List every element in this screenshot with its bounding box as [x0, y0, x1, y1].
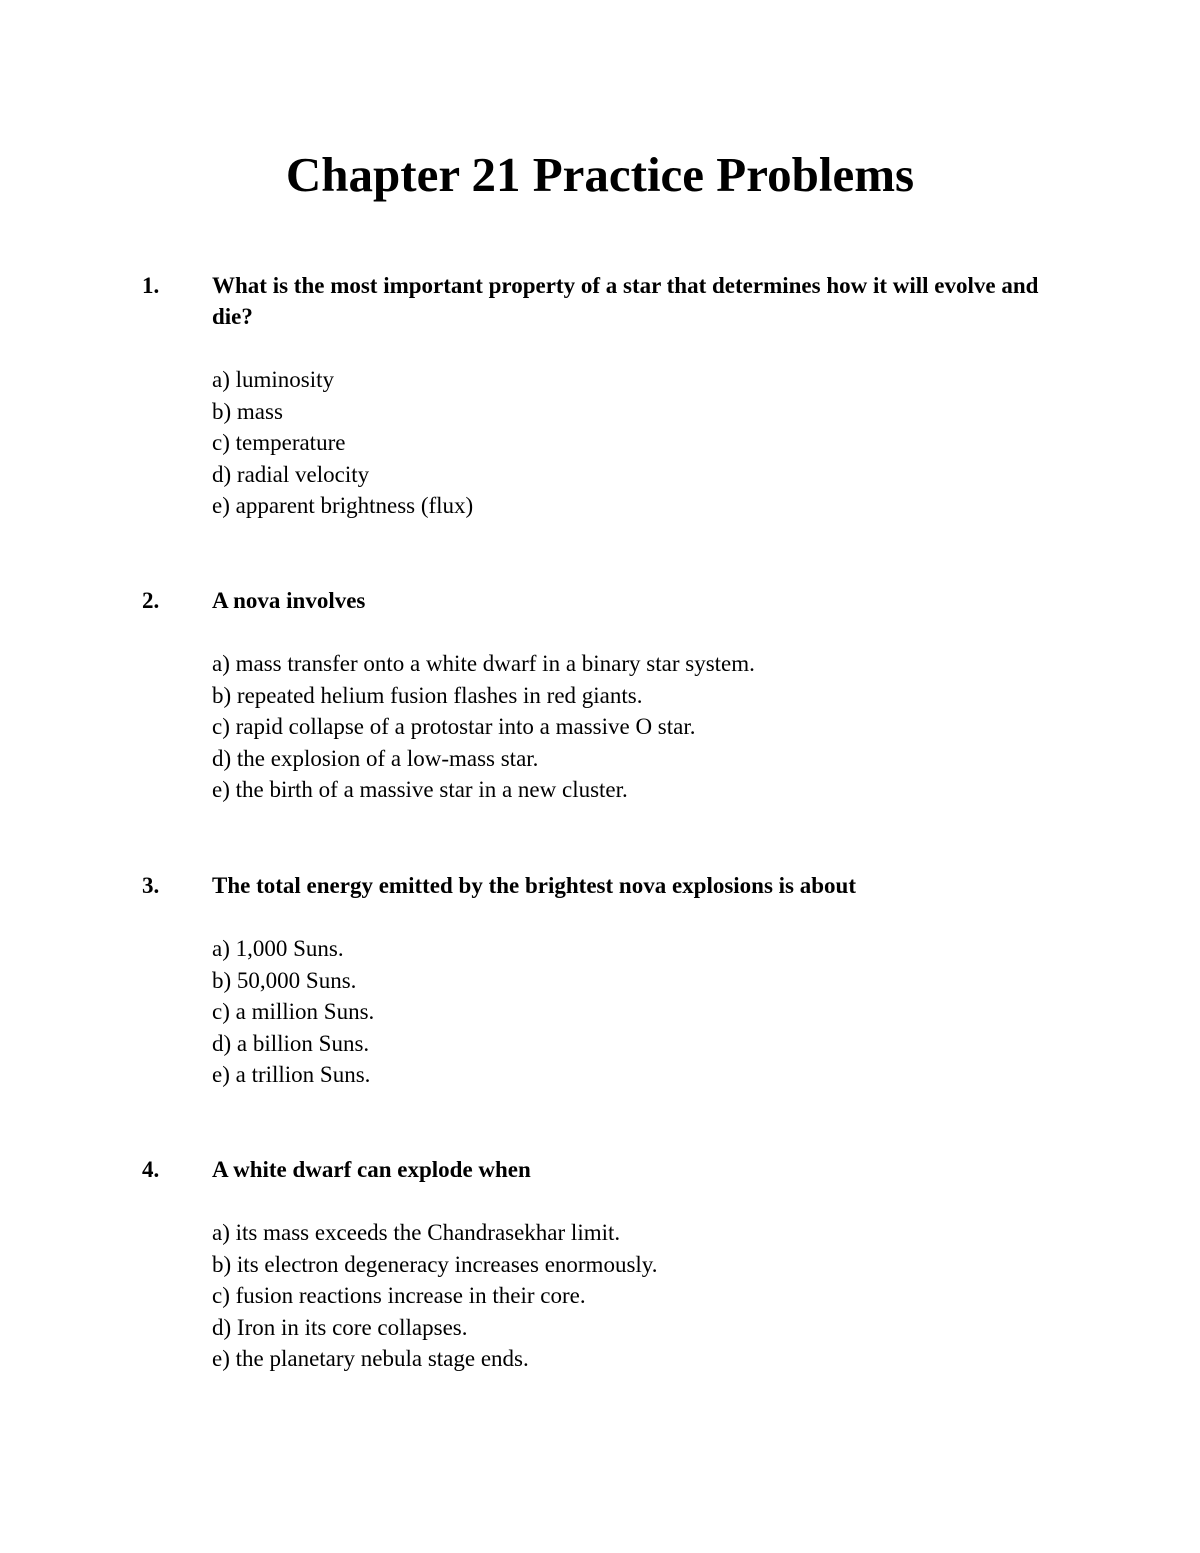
answer-option: a) its mass exceeds the Chandrasekhar limit. — [212, 1220, 621, 1245]
question-number: 2. — [142, 588, 160, 613]
answer-option: b) repeated helium fusion flashes in red giants. — [212, 682, 643, 708]
page-title: Chapter 21 Practice Problems — [285, 147, 915, 202]
answer-option: e) the planetary nebula stage ends. — [212, 1346, 529, 1372]
answer-options — [212, 933, 1112, 1091]
answer-option: c) a million Suns. — [212, 999, 375, 1025]
question-text: A nova involves — [212, 588, 366, 613]
answer-options — [212, 364, 1112, 522]
answer-options — [212, 1217, 1112, 1375]
question-number: 4. — [142, 1157, 160, 1182]
answer-options — [212, 648, 1112, 806]
answer-option: d) radial velocity — [212, 461, 370, 487]
answer-option: b) its electron degeneracy increases enormously. — [212, 1251, 658, 1277]
answer-option: e) a trillion Suns. — [212, 1062, 371, 1088]
question-text: What is the most important property of a star that determines how it will evolve and die? — [212, 273, 1039, 329]
question-number: 1. — [142, 273, 160, 298]
answer-option: e) the birth of a massive star in a new cluster. — [212, 777, 628, 803]
answer-option: c) rapid collapse of a protostar into a massive O star. — [212, 714, 696, 740]
question-text: The total energy emitted by the brightest nova explosions is about — [212, 873, 856, 898]
answer-option: d) Iron in its core collapses. — [212, 1314, 468, 1340]
answer-option: c) temperature — [212, 430, 346, 456]
answer-option: a) 1,000 Suns. — [212, 936, 344, 961]
answer-option: d) a billion Suns. — [212, 1030, 370, 1056]
question-number: 3. — [142, 873, 160, 898]
answer-option: a) luminosity — [212, 367, 335, 392]
question-text: A white dwarf can explode when — [212, 1157, 531, 1182]
answer-option: a) mass transfer onto a white dwarf in a binary star system. — [212, 651, 755, 676]
answer-option: b) 50,000 Suns. — [212, 967, 357, 993]
answer-option: d) the explosion of a low-mass star. — [212, 745, 539, 771]
answer-option: e) apparent brightness (flux) — [212, 493, 474, 519]
answer-option: c) fusion reactions increase in their core. — [212, 1283, 586, 1309]
answer-option: b) mass — [212, 398, 283, 424]
